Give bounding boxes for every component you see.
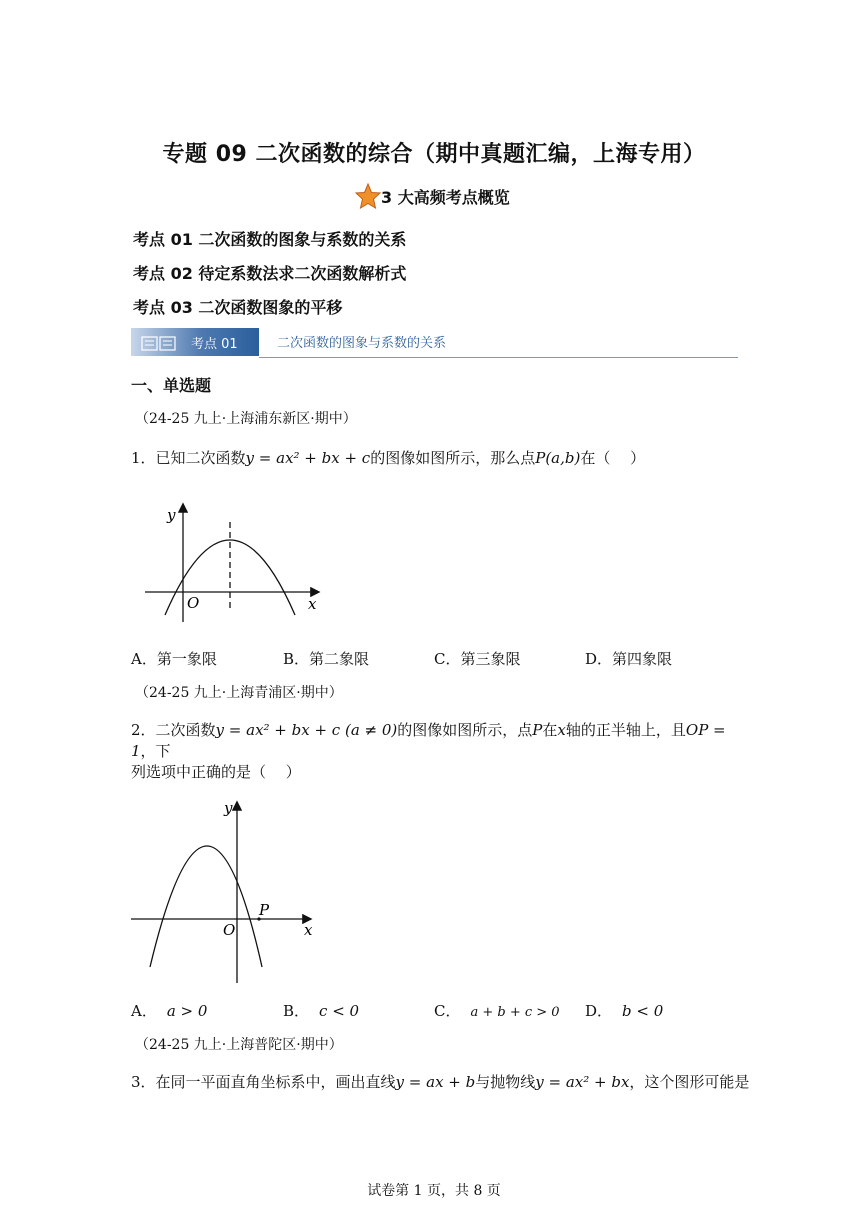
point-label: P <box>532 721 543 739</box>
origin-label: O <box>187 594 200 612</box>
option-expression: a + b + c > 0 <box>470 1005 560 1020</box>
parabola-graph-1 <box>140 500 330 625</box>
equation: y = ax² + bx + c (a ≠ 0) <box>215 721 398 739</box>
overview-heading <box>355 183 510 209</box>
question-text: ，这个图形可能是 <box>629 1073 750 1091</box>
book-icon <box>141 336 177 352</box>
parabola-graph-2 <box>128 795 318 987</box>
option-a[interactable]: A．第一象限 <box>131 650 217 668</box>
axis-name: x <box>557 721 566 739</box>
question-text: 在 <box>542 721 558 739</box>
question-text: 的图像如图所示，那么点 <box>370 449 536 467</box>
banner-tag: 考点 01 <box>191 337 238 352</box>
option-b[interactable]: B．第二象限 <box>283 650 370 668</box>
equation: y = ax² + bx + c <box>245 449 371 467</box>
topic-banner <box>131 326 738 360</box>
origin-label: O <box>223 921 236 939</box>
question-text: 1．已知二次函数 <box>131 449 246 467</box>
option-c[interactable]: C．第三象限 <box>434 650 521 668</box>
question-source: （24-25 九上·上海普陀区·期中） <box>135 1037 343 1053</box>
option-d[interactable]: D． b < 0 <box>585 1002 664 1020</box>
overview-text: 3 大高频考点概览 <box>381 187 510 207</box>
question-text: 与抛物线 <box>475 1073 536 1091</box>
y-label: y <box>224 799 233 817</box>
parabola <box>150 846 262 967</box>
question-1 <box>131 448 645 469</box>
question-text: 轴的正半轴上，且 <box>565 721 686 739</box>
question-source: （24-25 九上·上海青浦区·期中） <box>135 685 343 701</box>
x-label: x <box>308 595 317 613</box>
page-footer: 试卷第 1 页，共 8 页 <box>367 1183 501 1199</box>
section-heading: 一、单选题 <box>131 376 212 395</box>
p-label: P <box>259 901 270 919</box>
kaodian-item: 考点 03 二次函数图象的平移 <box>133 298 343 317</box>
question-3 <box>131 1072 749 1093</box>
option-expression: b < 0 <box>622 1002 664 1020</box>
point-label: P(a,b) <box>535 449 581 467</box>
option-b[interactable]: B． c < 0 <box>283 1002 360 1020</box>
option-c[interactable]: C． a + b + c > 0 <box>434 1002 560 1020</box>
option-a[interactable]: A． a > 0 <box>131 1002 208 1020</box>
question-text: 的图像如图所示，点 <box>397 721 533 739</box>
question-text: 2．二次函数 <box>131 721 216 739</box>
question-2 <box>131 720 741 762</box>
question-text: ，下 <box>140 742 171 760</box>
option-d[interactable]: D．第四象限 <box>585 650 673 668</box>
banner-divider <box>259 357 738 358</box>
question-source: （24-25 九上·上海浦东新区·期中） <box>135 411 357 427</box>
equation: y = ax + b <box>395 1073 476 1091</box>
page-title: 专题 09 二次函数的综合（期中真题汇编，上海专用） <box>162 142 706 167</box>
question-text: 3．在同一平面直角坐标系中，画出直线 <box>131 1073 396 1091</box>
question-text: 在（ ） <box>580 449 646 467</box>
y-label: y <box>167 506 176 524</box>
option-expression: a > 0 <box>166 1002 208 1020</box>
banner-text: 二次函数的图象与系数的关系 <box>277 336 447 351</box>
star-icon <box>355 183 381 209</box>
x-label: x <box>304 921 313 939</box>
kaodian-item: 考点 02 待定系数法求二次函数解析式 <box>133 264 407 283</box>
equation: y = ax² + bx <box>535 1073 630 1091</box>
kaodian-item: 考点 01 二次函数的图象与系数的关系 <box>133 230 407 249</box>
question-text: 列选项中正确的是（ ） <box>131 763 301 781</box>
equation: OP = 1 <box>131 721 726 760</box>
option-expression: c < 0 <box>319 1002 360 1020</box>
